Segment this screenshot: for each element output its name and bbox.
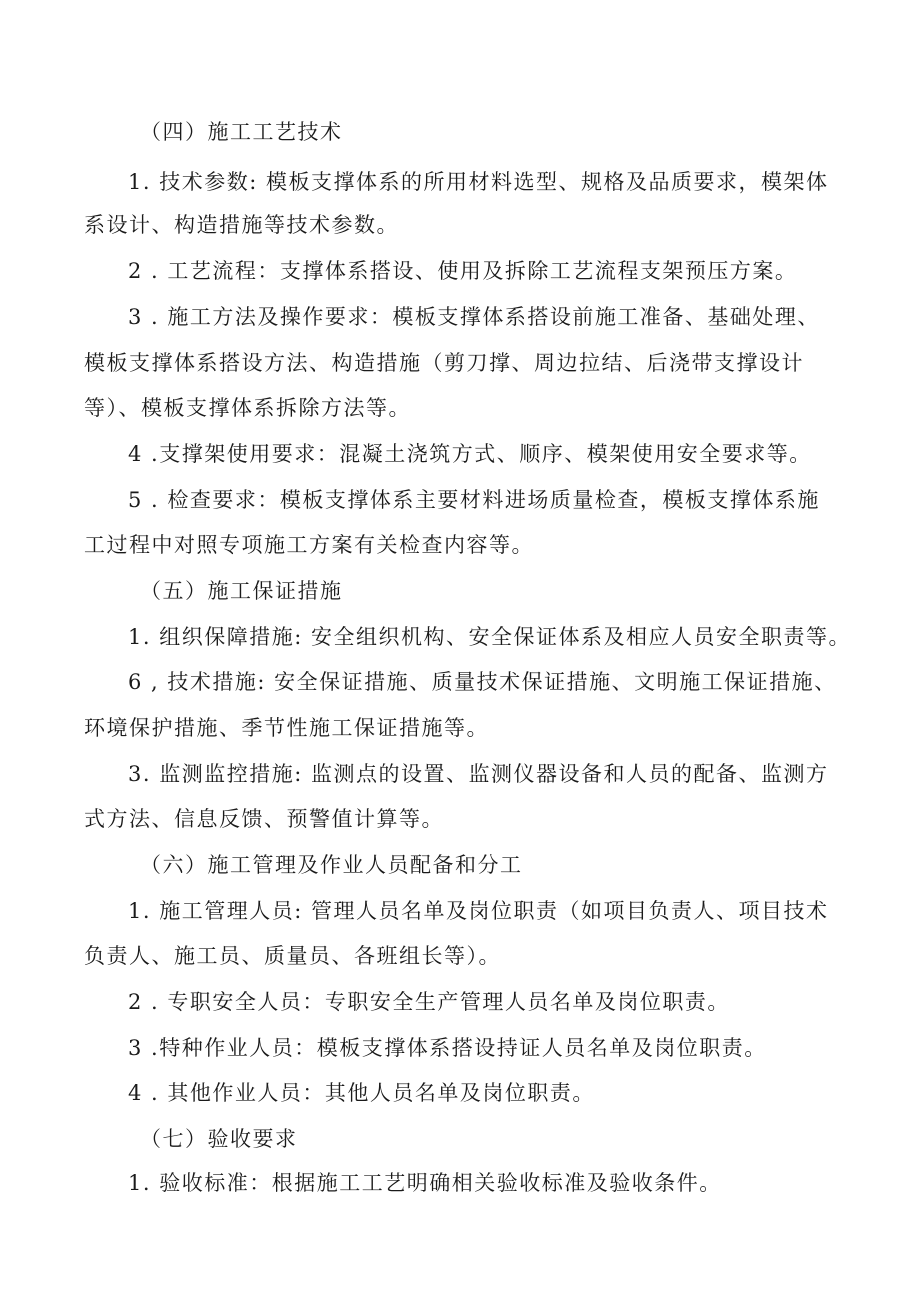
heading-section-6: （六）施工管理及作业人员配备和分工	[140, 853, 523, 877]
paragraph-line: 式方法、信息反馈、预警值计算等。	[84, 807, 444, 831]
paragraph-line: 5 . 检查要求：模板支撑体系主要材料进场质量检查，模板支撑体系施	[128, 488, 820, 512]
paragraph-line: 3 .特种作业人员：模板支撑体系搭设持证人员名单及岗位职责。	[128, 1036, 767, 1060]
paragraph-line: 环境保护措施、季节性施工保证措施等。	[84, 716, 489, 740]
heading-section-7: （七）验收要求	[140, 1127, 298, 1151]
paragraph-line: 模板支撑体系搭设方法、构造措施（剪刀撑、周边拉结、后浇带支撑设计	[84, 351, 804, 375]
paragraph-line: 工过程中对照专项施工方案有关检查内容等。	[84, 533, 534, 557]
paragraph-line: 等）、模板支撑体系拆除方法等。	[84, 396, 411, 420]
paragraph-line: 2 . 工艺流程：支撑体系搭设、使用及拆除工艺流程支架预压方案。	[128, 259, 798, 283]
heading-section-5: （五）施工保证措施	[140, 579, 343, 603]
paragraph-line: 1. 组织保障措施: 安全组织机构、安全保证体系及相应人员安全职责等。	[128, 625, 851, 649]
heading-section-4: （四）施工工艺技术	[140, 120, 343, 144]
paragraph-line: 2 . 专职安全人员：专职安全生产管理人员名单及岗位职责。	[128, 990, 730, 1014]
paragraph-line: 3 . 施工方法及操作要求：模板支撑体系搭设前施工准备、基础处理、	[128, 305, 820, 329]
paragraph-line: 4 .支撑架使用要求：混凝土浇筑方式、顺序、模架使用安全要求等。	[128, 442, 812, 466]
paragraph-line: 负责人、施工员、质量员、各班组长等）。	[84, 944, 501, 968]
paragraph-line: 1. 施工管理人员: 管理人员名单及岗位职责（如项目负责人、项目技术	[128, 899, 829, 923]
paragraph-line: 6 , 技术措施: 安全保证措施、质量技术保证措施、文明施工保证措施、	[128, 670, 837, 694]
paragraph-line: 1. 验收标准：根据施工工艺明确相关验收标准及验收条件。	[128, 1171, 722, 1195]
paragraph-line: 4 . 其他作业人员：其他人员名单及岗位职责。	[128, 1081, 595, 1105]
paragraph-line: 1. 技术参数: 模板支撑体系的所用材料选型、规格及品质要求，模架体	[128, 170, 829, 194]
paragraph-line: 系设计、构造措施等技术参数。	[84, 213, 399, 237]
paragraph-line: 3. 监测监控措施: 监测点的设置、监测仪器设备和人员的配备、监测方	[128, 762, 829, 786]
